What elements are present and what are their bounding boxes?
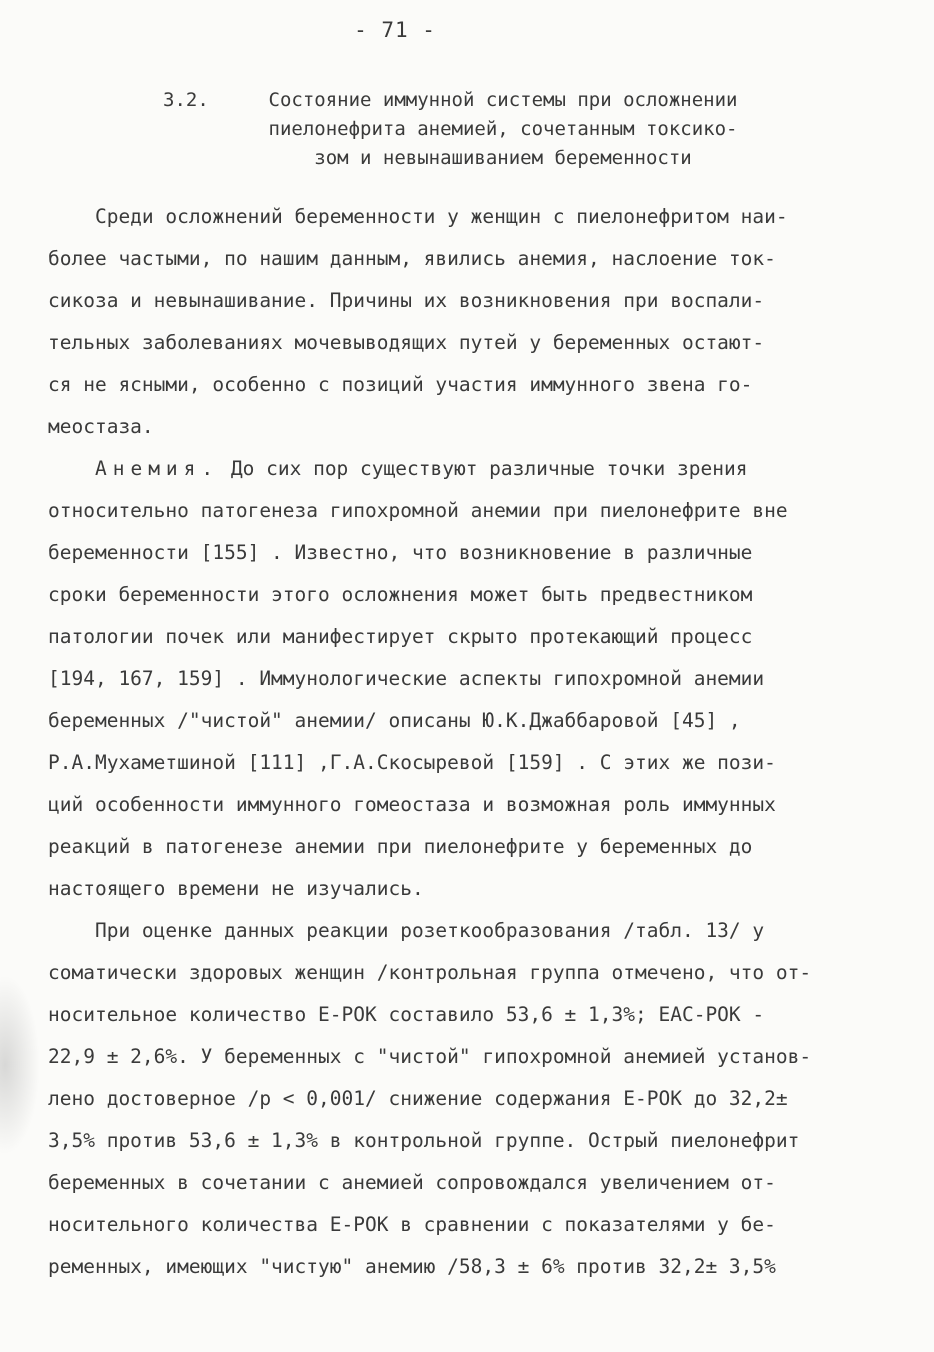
text-line: 3,5% против 53,6 ± 1,3% в контрольной группе. Острый пиелонефрит [48,1129,800,1152]
text-line: относительно патогенеза гипохромной анемии при пиелонефрите вне [48,499,788,522]
text-line-rest: До сих пор существуют различные точки зрения [219,457,748,480]
text-line: соматически здоровых женщин /контрольная группа отмечено, что от- [48,961,812,984]
heading-line: зом и невынашиванием беременности [314,147,692,169]
text-line-anemia [48,448,868,490]
text-line: носительного количества Е-РОК в сравнении с показателями у бе- [48,1213,776,1236]
text-line: беременности [155] . Известно, что возникновение в различные [48,541,753,564]
text-line: носительное количество Е-РОК составило 53,6 ± 1,3%; ЕАС-РОК - [48,1003,765,1026]
text-line: беременных /"чистой" анемии/ описаны Ю.К.Джаббаровой [45] , [48,709,741,732]
text-line: более частыми, по нашим данным, явились анемия, наслоение ток- [48,247,776,270]
text-line: лено достоверное /р < 0,001/ снижение содержания Е-РОК до 32,2± [48,1087,788,1110]
text-line: патологии почек или манифестирует скрыто протекающий процесс [48,625,753,648]
text-line: 22,9 ± 2,6%. У беременных с "чистой" гипохромной анемией установ- [48,1045,812,1068]
text-line: ций особенности иммунного гомеостаза и возможная роль иммунных [48,793,776,816]
body-text [48,196,868,1288]
text-line: [194, 167, 159] . Иммунологические аспекты гипохромной анемии [48,667,765,690]
text-line: сроки беременности этого осложнения может быть предвестником [48,583,753,606]
text-line: настоящего времени не изучались. [48,877,424,900]
indent [48,457,95,480]
section-number: 3.2. [163,89,209,111]
text-line: сикоза и невынашивание. Причины их возникновения при воспали- [48,289,765,312]
heading-line: Состояние иммунной системы при осложнении [268,89,738,111]
spaced-heading-word: Анемия. [94,457,220,480]
scan-smudge [0,975,40,1155]
text-line: При оценке данных реакции розеткообразования /табл. 13/ у [48,919,765,942]
text-line: реакций в патогенезе анемии при пиелонефрите у беременных до [48,835,753,858]
section-heading [163,86,803,173]
text-line: Р.А.Мухаметшиной [111] ,Г.А.Скосыревой [159] . С этих же пози- [48,751,776,774]
text-line: тельных заболеваниях мочевыводящих путей у беременных остают- [48,331,765,354]
text-line: ременных, имеющих "чистую" анемию /58,3 ± 6% против 32,2± 3,5% [48,1255,776,1278]
text-line: ся не ясными, особенно с позиций участия иммунного звена го- [48,373,753,396]
page-number: - 71 - [354,18,436,42]
text-line: меостаза. [48,415,154,438]
text-line: беременных в сочетании с анемией сопровождался увеличением от- [48,1171,776,1194]
heading-line: пиелонефрита анемией, сочетанным токсико- [268,118,738,140]
text-line: Среди осложнений беременности у женщин с пиелонефритом наи- [48,205,788,228]
